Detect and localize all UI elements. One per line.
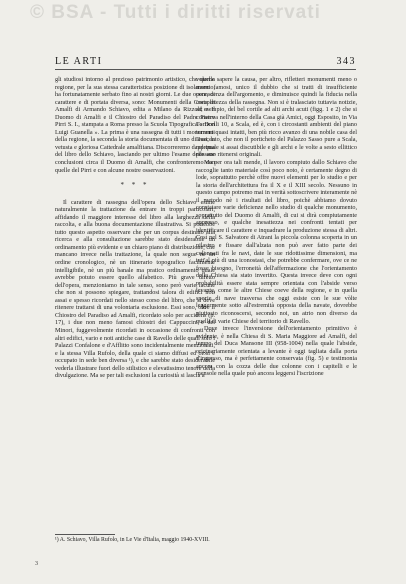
footnote: ¹) A. Schiavo, Villa Rufolo, in Le Vie d'Italia, maggio 1940-XVIII. bbox=[55, 537, 210, 543]
paragraph: Dove invece l'inversione dell'orientamento primitivo è evidente, è nella Chiesa di S. Maria Maggiore ad Amalfi, del tempo del Duca Mansone III (958-1004) nella quale l'abside, originariamente orientata a levante è oggi tagliata dalla porta d'ingresso, ma è perfettamente conservata (fig. 5) e testimonia ancora con la cozza delle due colonne con i capitelli e le mensole nella quale può ancora leggersi l'iscrizione bbox=[196, 325, 357, 378]
section-separator: * * * bbox=[120, 181, 150, 190]
page-number: 343 bbox=[336, 56, 356, 67]
left-column bbox=[55, 76, 215, 380]
watermark: © BSA - Tutti i diritti riservati bbox=[30, 2, 321, 23]
header-rule bbox=[55, 69, 356, 70]
paragraph: volerne sapere la causa, per altro, rifletteri monumenti meno o meno famosi, unico il dubbio che si tratti di insufficiente conoscenza dell'argomento, e diminuisce quindi la fiducia nella completezza della rassegna. Non si è tralasciato tuttavia notizie, ad esempio, del bel cortile ad alti archi acuti (figg. 1 e 2) che si conserva nell'interno della Casa già Amici, oggi Esposito, in Via Torricelli 10, a Scala, ed è, con i circostanti ambienti del piano terreno quasi intatti, ben più ricco avanzo di una nobile casa del Duecento, che non il porticheto del Palazzo Sasso pure a Scala, nel quale si assai discutibile e gli archi e le volte a sesto ellittico possano ritenersi originali. bbox=[196, 76, 357, 159]
footnote-rule bbox=[55, 534, 115, 535]
paragraph: gli studiosi intorno al prezioso patrimonio artistico, che quella regione, per la sua stessa caratteristica posizione di isolamento, ha fortunatamente serbato fino ai nostri giorni. Le due opere, di carattere e di portata diversa, sono: Monumenti della Costa di Amalfi di Armando Schiavo, edita a Milano da Rizzoli; e Il Duomo di Amalfi e il Chiostro del Paradiso del Padre Pietro Pirri S. I., stampata a Roma presso la Scuola Tipografica « Don Luigi Guanella ». La prima è una rassegna di tutti i monumenti della regione, la seconda la storia documentata di uno di essi, la vetusta e gloriosa Cattedrale amalfitana. Discorreremo dapprima del libro dello Schiavo, lasciando per ultimo l'esame delle sue conclusioni circa il Duomo di Amalfi, che confronteremo con quelle del Pirri e con alcune nostre osservazioni. bbox=[55, 76, 215, 174]
running-head bbox=[55, 56, 356, 68]
signature-mark: 3 bbox=[35, 561, 38, 567]
paragraph: Ma per ora tali mende, il lavoro compiuto dallo Schiavo che raccoglie tanto materiale così poco noto, è certamente degno di lode, soprattutto perchè offre nuovi elementi per lo studio e per la storia dell'architettura fra il X e il XIII secolo. Nessuno in questo campo potremo mai in verità sottoscrivere interamente nè il metodo nè i risultati del libro, poichè abbiamo dovuto constatare varie deficienze nello studio di qualche monumento, soprattutto del Duomo di Amalfi, di cui si dirà compiutamente appresso, e qualche inesattezza nei confronti tentati per identificare il carattere e inquadrare la produzione stessa di altri. Così nel S. Salvatore di Atrani la piccola colonna scoperta in un pilastro e fissare dall'alzata non può aver fatto parte dei colonnati fra le navi, date le sue ridottissime dimensioni, ma tutt'al più di una iconostasi, che potrebbe confermare, ove ce ne fosse bisogno, l'erroneità dell'affermazione che l'orientamento della Chiesa sia stato invertito. Questa invece deve con ogni probabilità essere stata sempre orientata con l'abside verso levante, come le altre Chiese coeve della regione, e in quella specie di nave trasversa che oggi esiste con le sue vòlte leggermente sotto all'estremità opposta della navate, dovrebbe piuttosto riconoscersi, secondo noi, un atrio non diverso da quelli di varie Chiese del territorio di Ravello. bbox=[196, 159, 357, 325]
section-title: LE ARTI bbox=[55, 56, 103, 67]
paragraph: Il carattere di rassegna dell'opera dello Schiavo esime naturalmente la trattazione da entrare in troppi particolari, affidando il maggiore interesse del libro alla larghezza della raccolta, e alla buona documentazione illustrativa. Si potrebbe tutto questo aspetto osservare che per un corpus destinato alla ricerca e alla consultazione sarebbe stato desiderabile un ordinamento più evidente e un chiaro piano di distribuzione, che mancano invece nella trattazione, la quale non segue nè un ordine cronologico, nè un itinerario topografico facilmente intelligibile, nè un più banale ma pratico ordinamento quale avrebbe potuto essere quello alfabetico. Più grave difetto dell'opera, menzioniamo in tale senso, sono però varie lacune che non si possono spiegare, trattandosi talora di edifici noti assai e spesso ricordati nello stesso corso del libro, che si deve ritenere trattarsi di una volontaria esclusione. Essi sono, oltre il Chiostro del Paradiso ad Amalfi, ricordato solo per accidens (p. 17), i due non meno famosi chiostri dei Cappuccini e dei Minori, fuggevolmente ricordati in occasione di confronti con altri edifici, vario e noti antiche case di Ravello delle quali solo i Palazzi Confalone e d'Afflitto sono incidentalmente menzionati, e la stessa Villa Rufolo, della quale ci siamo diffusi ed or si è occupato in sede ben diversa ¹), e che sarebbe stato desiderabile vederla illustrare fuori dello stilistico e elevatissimo tenore della divulgazione. Ma se per tali esclusioni la curiosità si lascia a bbox=[55, 198, 215, 380]
right-column bbox=[196, 76, 357, 378]
